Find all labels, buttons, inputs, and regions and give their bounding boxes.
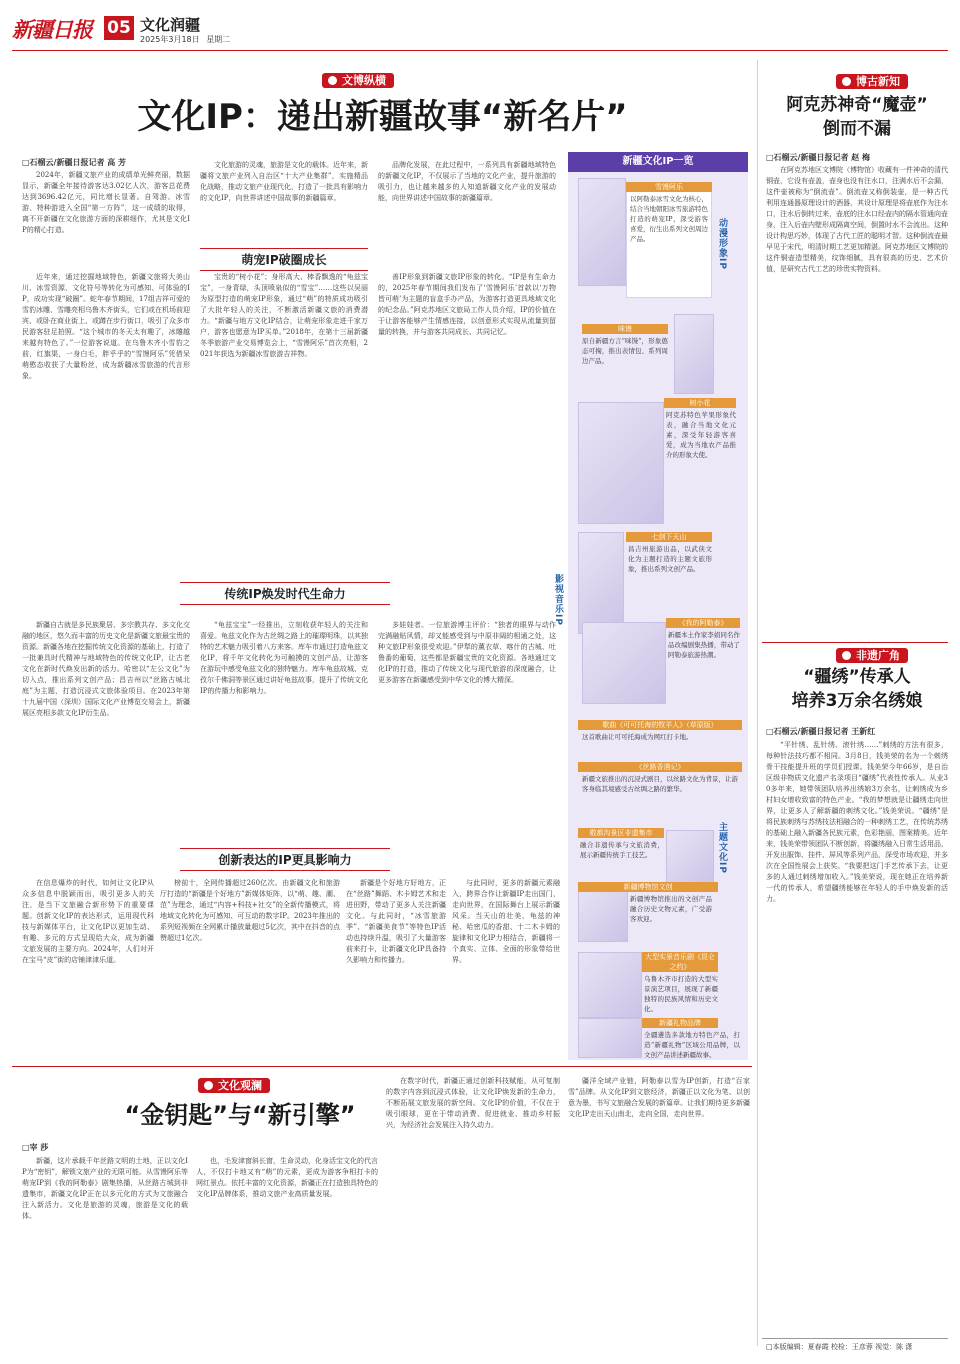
right-top-title-line2: 倒而不漏: [823, 119, 891, 139]
side-label-film-music: 影视音乐IP: [553, 574, 563, 626]
body-paragraph: 榜前十，全网传播超过260亿次。由新疆文化和旅游厅打造的“新疆是个好地方”新媒体矩阵，以“萌、趣、潮、范”为理念，通过“内容+科技+社交”的全新传播模式，将地域文化转化为可感知、可互动的数字IP。2023年推出的系列短视频在全网累计播放量超过5亿次，其中在抖音的点赞超过1亿次。: [160, 879, 340, 942]
section-title: 文化润疆: [140, 16, 201, 34]
bottom-divider: [12, 1066, 752, 1067]
lead-byline: □石榴云/新疆日报记者 高 芳: [22, 158, 127, 167]
body-paragraph: “龟兹宝宝”一经推出，立刻收获年轻人的关注和喜爱。龟兹文化作为古丝绸之路上的璀璨明珠，以其独特的艺术魅力吸引着八方来客。库车市通过打造龟兹文化IP，将千年文化转化为可触摸的文创产品，让游客在游玩中感受龟兹文化的独特魅力。库车龟兹故城、克孜尔千佛洞等景区通过讲好龟兹故事，提升了传统文化IP的传播力和影响力。: [200, 621, 368, 695]
bottom-col4: [568, 1076, 750, 1344]
ip-card-title: 《丝路香遇记》: [578, 762, 742, 772]
side-label-animation: 动漫形象IP: [717, 218, 727, 270]
lead-intro-col3: [378, 160, 556, 238]
ip-card-title: 七剑下天山: [626, 532, 712, 542]
body-paragraph: 在信息爆炸的时代，如何让文化IP从众多信息中脱颖而出，吸引更多人的关注，是当下文旅融合新形势下的重要课题。创新文化IP的表达形式，运用现代科技与新媒体平台，让文化IP以更加生动、有趣、多元的方式呈现给大众，成为新疆文旅发展的主要方向。2024年，人们对开在宝马“皮”街的店铺津津乐道。: [22, 879, 154, 964]
ip-card-title: 敬都沟景区非遗集市: [578, 828, 664, 838]
sec2-col1: [22, 620, 190, 840]
musical-photo: [578, 952, 642, 1018]
masthead: [12, 12, 948, 50]
ip-card-text: 全疆遴选多款地方特色产品，打造“新疆礼物”区域公用品牌，以文创产品讲述新疆故事。: [644, 1031, 740, 1059]
sec3-col4: [452, 878, 560, 1058]
market-photo: [666, 830, 714, 888]
body-paragraph: 近年来，通过挖掘地域特色，新疆文旅将大美山川、冰雪资源、文化符号等转化为可感知、可体验的IP，成功实现“破圈”。蛇年春节期间，17组吉祥可爱的雪豹冰雕、雪雕亮相乌鲁木齐街头，它们或在机场前迎宾、或卧在商业街上、或蹲在步行街口，吸引了众多市民游客驻足拍照。“这个城市的冬天太有趣了，冰雕越来越有特色了。”一位游客说道。在乌鲁木齐小雪豹之前，红旗渠，一身白毛，胖乎乎的“雪馒阿乐”凭借呆萌憨态收获了大量粉丝，成为新疆冰雪旅游的代言形象。: [22, 273, 190, 380]
ip-card-text: 阿克苏特色苹果形象代表，融合当地文化元素，深受年轻游客喜爱，成为当地农产品推介的形象大使。: [666, 411, 736, 459]
right-top-title-line1: 阿克苏神奇“魔壶”: [786, 95, 928, 115]
article-divider: [762, 642, 948, 643]
ip-card-title: 大型实景音乐剧《昆仑之约》: [642, 952, 718, 972]
body-paragraph: 善IP形象到新疆文旅IP形象的转化。“IP是有生命力的，2025年春节期间我们发布了‘雪馒阿乐’首款以‘万物皆可萌’为主题的盲盒手办产品，为游客打造更具地域文化的纪念品。”阿克苏地区文旅局工作人员介绍，IP的价值在于让游客能够产生情感连接，以创意形式实现从流量到留量的转换，并与游客共同成长、共同记忆。: [378, 273, 556, 336]
body-paragraph: 在数字时代，新疆正通过创新科技赋能，从可复制的数字内容到沉浸式体验，让文化IP焕发新的生命力，不断拓展文旅发展的新空间。文化IP的价值，不仅在于吸引眼球，更在于带动消费、促进就业、推动乡村振兴，为经济社会发展注入持久动力。: [386, 1077, 560, 1129]
mascot-photo-shuxiaohua: [578, 402, 664, 524]
bottom-col1: [22, 1156, 188, 1344]
column-divider: [757, 60, 758, 1346]
body-paragraph: 多娃娃者。一位旅游博主评价：“独者的眼界与动作完满融贴风情，却又能感受到与中原非阔的相通之处，这种文旅IP形象很受欢迎。”伊犁的薰衣草、喀什的古城、吐鲁番的葡萄，这些都是新疆宝贵的文化资源。各地通过文化IP的打造，推动了传统文化与现代旅游的深度融合，让更多游客在新疆感受到中华文化的博大精深。: [378, 621, 556, 684]
lead-title: 文化IP：递出新疆故事“新名片”: [137, 97, 628, 137]
ip-card-text: 融合非遗传承与文旅消费，展示新疆传统手工技艺。: [580, 841, 664, 859]
issue-date: [140, 34, 230, 45]
sec3-col3: [346, 878, 446, 1058]
body-paragraph: 新疆自古就是多民族聚居、多宗教共存、多文化交融的地区，悠久而丰富的历史文化是新疆文旅最宝贵的资源。新疆各地在挖掘传统文化资源的基础上，打造了一批兼具时代精神与地域特色的传统文化IP，让古老文化在新时代焕发出新的活力。哈密以“左公文化”为切入点，推出系列文创产品；昌吉州以“丝路古城北庭”为主题，打造沉浸式文旅体验项目。在2023年第十九届中国（深圳）国际文化产业博览交易会上，新疆展区亮相多款文化IP衍生品。: [22, 621, 190, 717]
feature-panel: [553, 152, 748, 1060]
ip-card-title: 新疆礼物品牌: [642, 1018, 718, 1028]
masthead-rule: [12, 50, 948, 51]
body-paragraph: 与此同时，更多的新疆元素融入，跨界合作让新疆IP走出国门，走向世界，在国际舞台上展示新疆风采。当天山的壮美、龟兹的神秘、哈密瓜的香甜、十二木卡姆的旋律和文化IP力相结合，新疆将一个真实、立体、全面的形象带给世界。: [452, 879, 560, 964]
subhead-traditional-ip: [180, 582, 390, 605]
right-mid-tag: 非遗广角: [836, 648, 908, 663]
intro-paragraph: 2024年，新疆文旅产业的成绩单光鲜亮丽，数据显示，新疆全年接待游客达3.02亿人次，游客总花费达到3696.42亿元，同比增长显著。自驾游、冰雪游、特种游进入全国“第一方阵”，这一成绩的取得，离不开新疆在文化旅游方面的深耕细作，尤其是文化IP的精心打造。: [22, 171, 190, 234]
sec2-col3: [378, 620, 556, 840]
mascot-photo-miman: [674, 314, 714, 394]
mascot-photo-snowman: [578, 178, 626, 286]
subhead-text: 创新表达的IP更具影响力: [208, 853, 361, 867]
ip-card-title: 咪馒: [582, 324, 668, 334]
right-mid-title-line2: 培养3万余名绣娘: [791, 691, 923, 711]
feature-panel-header: [568, 152, 748, 172]
right-top-body: [766, 165, 948, 633]
museum-photo: [578, 884, 628, 942]
sec1-col2: [200, 272, 368, 620]
subhead-cute-ip: [200, 248, 368, 271]
ip-card-text: 乌鲁木齐市打造的大型实景演艺项目，展现了新疆独特的民族风情和历史文化。: [644, 975, 718, 1013]
gift-photo: [578, 1018, 642, 1058]
drama-photo-altay: [582, 622, 666, 704]
right-mid-body: [766, 740, 948, 1336]
body-paragraph: 在阿克苏地区文博院（博物馆）收藏有一件神奇的清代铜壶，它没有壶盖，壶身也没有注水口，注满水后不会漏，这件壶被称为“倒流壶”。倒流壶又称倒装壶，是一种古代利用连通器原理设计的酒器，其设计原理是将壶底作为注水口，注水后倒转过来，壶底的注水口经壶内的隔水管通向壶身，注入后壶内壁形成隔离空间，倒置时水不会流出。这种设计构思巧妙，体现了古代工匠的聪明才智。这种倒流壶最早见于宋代，明清时期工艺更加精湛。阿克苏地区文博院的这件铜壶造型精美，纹饰细腻，具有很高的历史、艺术价值，是研究古代工艺的珍贵实物资料。: [766, 166, 948, 273]
ip-card-title: 歌曲《可可托海的牧羊人》（草原版）: [578, 720, 742, 730]
ip-card-title: 树小花: [664, 398, 736, 408]
editor-credits: □本版编辑：夏春霞 校检：王彦蓉 视觉：陈 潇: [766, 1343, 913, 1351]
subhead-creative-ip: [180, 848, 390, 871]
body-paragraph: 宝贵的“树小花”；身形高大、棒香飘逸的“龟兹宝宝”，一身青绿，头顶喷泉似的“雪宝”……这些以吴丽为原型打造的萌宠IP形象，通过“萌”的特质成功吸引了大批年轻人的关注，不断激活新疆文旅的消费潜力。“新疆与地方文化IP结合，让萌宠形象走进千家万户，游客也愿意为IP买单。”2018年，在第十三届新疆冬季旅游产业交易博览会上，“雪馒阿乐”首次亮相，2021年获选为新疆冰雪旅游吉祥物。: [200, 273, 368, 358]
ip-card-text: 新疆文旅推出的沉浸式剧目，以丝路文化为背景，让游客身临其境感受古丝绸之路的繁华。: [582, 775, 738, 793]
date-text: 2025年3月18日: [140, 35, 200, 44]
newspaper-logo: 新疆日报: [12, 17, 92, 42]
feature-panel-title: 新疆文化IP一览: [622, 156, 694, 167]
sec3-col2: [160, 878, 340, 1058]
ip-card-title: 《我的阿勒泰》: [666, 618, 740, 628]
right-top-tag: 博古新知: [836, 74, 908, 89]
bottom-byline: □宰 莎: [22, 1143, 49, 1152]
ip-card-text: 昌吉州旅游出品，以武侠文化为主题打造的主题文旅形象，推出系列文创产品。: [628, 545, 712, 573]
right-mid-byline: □石榴云/新疆日报记者 王新红: [766, 727, 876, 736]
page-number: 05: [104, 16, 134, 40]
right-mid-title-line1: “疆绣”传承人: [803, 667, 911, 687]
bottom-tag: 文化观澜: [198, 1078, 270, 1093]
bottom-col3: [386, 1076, 560, 1344]
subhead-text: 传统IP焕发时代生命力: [214, 587, 355, 601]
drama-photo-qijian: [578, 532, 624, 634]
body-paragraph: 也，毛发津窗斜长窗，生命灵动，化身活宝文化的代言人，不仅打卡地又有“萌”的元素，更成为游客争相打卡的网红景点。依托丰富的文化资源，新疆正在打造独具特色的文化IP品牌体系，推动文旅产业高质量发展。: [196, 1157, 378, 1198]
intro-paragraph: 品牌化发展，在此过程中，一系列具有新疆地域特色的新疆文化IP，不仅展示了当地的文化产业，提升旅游的吸引力，也让越来越多的人知道新疆文化产业的发展动能，向世界讲述中国故事的新疆篇章。: [378, 161, 556, 202]
subhead-text: 萌宠IP破圈成长: [231, 253, 336, 267]
bottom-title: “金钥匙”与“新引擎”: [124, 1101, 356, 1129]
ip-card-text: 新疆博物馆推出的文创产品融合历史文物元素，广受游客欢迎。: [630, 895, 712, 923]
side-label-theme-culture: 主题文化IP: [717, 822, 727, 874]
ip-card-text: 新疆本土作家李娟同名作品改编剧集热播，带动了阿勒泰旅游热潮。: [668, 631, 740, 659]
body-paragraph: 疆洋全域产业链，阿勒泰以雪为IP创新，打造“百家雪”品牌。从文化IP到文旅经济，新疆正以文化为笔、以创意为墨，书写文旅融合发展的新篇章。让我们期待更多新疆文化IP走出天山南北，走向全国，走向世界。: [568, 1077, 750, 1118]
footer-rule: [762, 1338, 948, 1339]
weekday-text: 星期二: [206, 35, 231, 44]
ip-card-text: 这首歌曲让可可托海成为网红打卡地。: [582, 733, 693, 741]
sec3-col1: [22, 878, 154, 1058]
intro-paragraph: 文化旅游的灵魂，旅游是文化的载体。近年来，新疆将文旅产业列入自治区“十大产业集群”，实施精品化战略，推动文旅产业现代化，打造了一批具有影响力的文化IP，向世界讲述中国故事的新疆篇章。: [200, 161, 368, 202]
ip-card-text: 原自新疆方言“咪馒”，形象憨态可掬，推出表情包、系列周边产品。: [582, 337, 668, 365]
lead-section-tag: 文博纵横: [322, 73, 394, 88]
lead-intro-col2: [200, 160, 368, 238]
bottom-col2: [196, 1156, 378, 1344]
ip-card-title: 雪馒阿乐: [626, 182, 712, 192]
lead-intro-col1: [22, 170, 190, 238]
sec2-col2: [200, 620, 368, 840]
right-top-byline: □石榴云/新疆日报记者 赵 梅: [766, 153, 871, 162]
sec1-col3: [378, 272, 556, 572]
body-paragraph: 新疆，这片承载千年丝路文明的土地，正以文化IP为“密钥”，解锁文旅产业的无限可能。从雪馒阿乐等萌宠IP到《我的阿勒泰》剧集热播，从丝路古城到非遗集市，新疆文化IP正在以多元化的方式为文旅融合注入新活力。文化是旅游的灵魂，旅游是文化的载体。: [22, 1157, 188, 1220]
sec1-col1: [22, 272, 190, 620]
ip-card-title: 新疆博物馆文创: [578, 882, 718, 892]
body-paragraph: “平针绣、乱针绣、滚针绣……”刺绣的方法有很多，每种针法技巧都不相同。3月8日，钱美荣的名为一个刺绣骨干技能提升班的学员们授课。钱美荣今年66岁，是自治区级非物质文化遗产名录项目“疆绣”代表性传承人。从业30多年来，她带领团队培养出绣娘3万余名，让刺绣成为乡村妇女增收致富的特色产业。“我的梦想就是让疆绣走向世界，让更多人了解新疆的刺绣文化。”钱美荣说。“疆绣”是将民族刺绣与苏绣技法相融合的一种刺绣工艺，在传统苏绣的基础上融入新疆各民族元素，色彩艳丽，图案精美。近年来，钱美荣带领团队不断创新，将疆绣融入日常生活用品，开发出服饰、挂件、屏风等系列产品，深受市场欢迎，并多次在全国性展会上获奖。“我要把这门手艺传承下去，让更多的人通过刺绣增加收入。”钱美荣说，现在她正在培养新一代的传承人，希望疆绣能够在年轻人的手中焕发新的活力。: [766, 741, 948, 903]
ip-card-text: 以阿勒泰冰雪文化为核心，结合当地朝阳冰雪旅游特色打造的萌宠IP，深受游客喜爱，衍生出系列文创周边产品。: [630, 195, 708, 243]
body-paragraph: 新疆是个好地方好地方，正在“丝路”舞蹈、木卡姆艺术和走进田野，带动了更多人关注新疆文化。与此同时，“冰雪旅游季”、“新疆美食节”等特色IP活动也持续升温，吸引了大量游客前来打卡，让新疆文化IP具备持久影响力和传播力。: [346, 879, 446, 964]
